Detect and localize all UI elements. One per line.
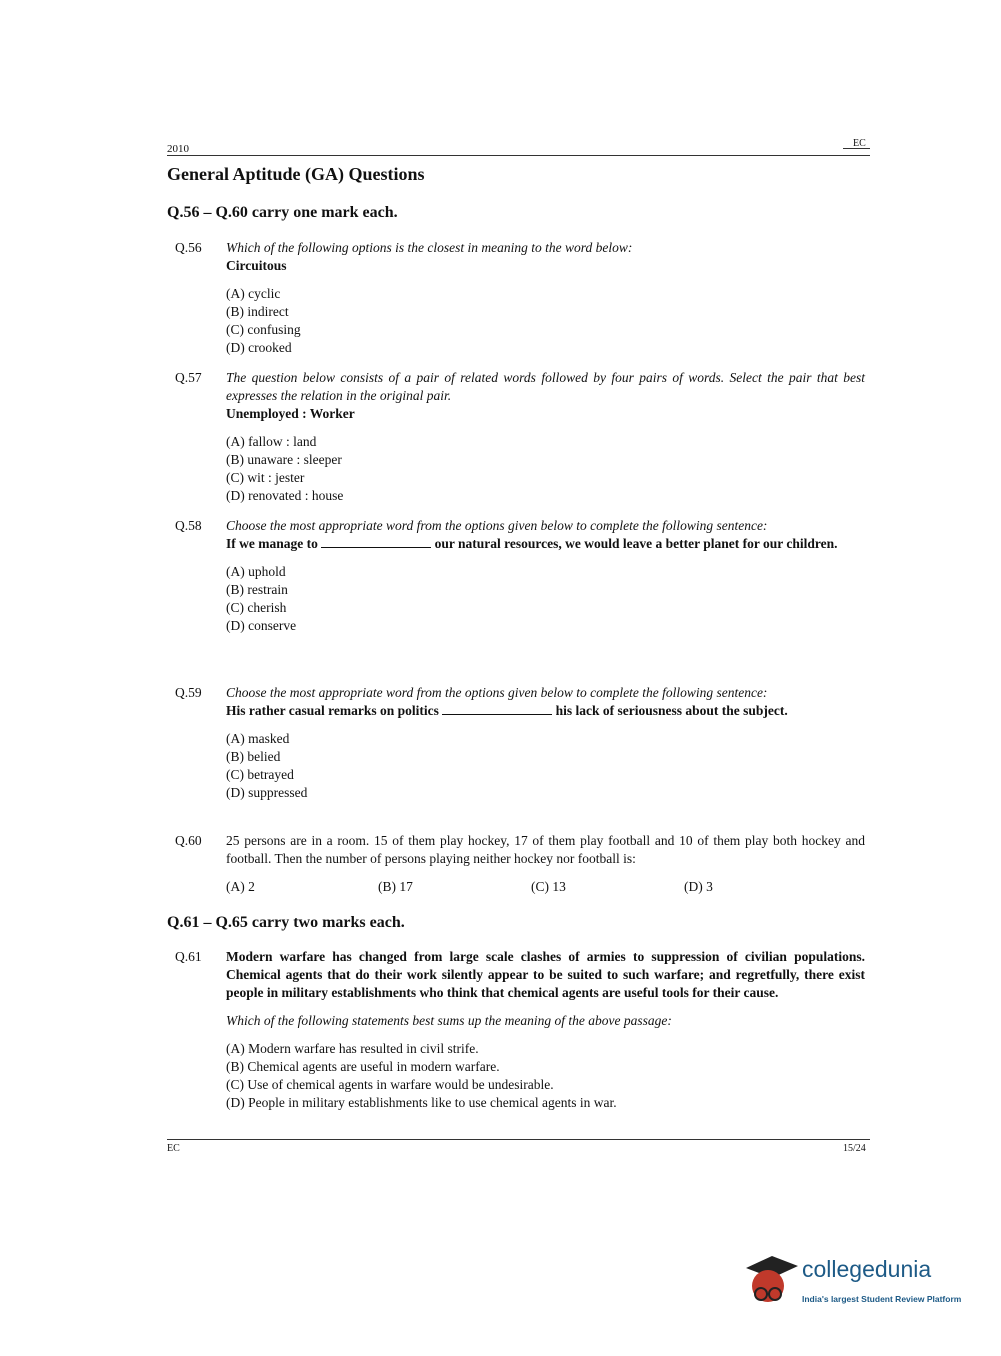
logo-name: collegedunia: [802, 1256, 932, 1282]
options-list: [226, 563, 865, 635]
question-sentence: [226, 535, 865, 553]
footer-page-number: 15/24: [843, 1143, 866, 1154]
option-a: (A) 2: [226, 879, 255, 894]
option-c: (C) cherish: [226, 600, 287, 615]
footer-code: EC: [167, 1143, 180, 1154]
header-year: 2010: [167, 143, 189, 155]
group1-title: Q.56 – Q.60 carry one mark each.: [167, 204, 398, 221]
question-term: Unemployed : Worker: [226, 406, 355, 421]
option-a: (A) fallow : land: [226, 434, 317, 449]
option-c: (C) 13: [531, 879, 566, 894]
options-list: [226, 433, 865, 505]
option-a: (A) Modern warfare has resulted in civil strife.: [226, 1041, 479, 1056]
option-b: (B) 17: [378, 879, 413, 894]
sentence-after: our natural resources, we would leave a better planet for our children.: [434, 536, 838, 551]
question-59: [175, 684, 865, 802]
question-stem: Choose the most appropriate word from the options given below to complete the following sentence:: [226, 685, 768, 700]
mascot-icon: [742, 1252, 798, 1312]
question-61: [175, 948, 865, 1112]
question-58: [175, 517, 865, 635]
option-c: (C) Use of chemical agents in warfare would be undesirable.: [226, 1077, 554, 1092]
option-d: (D) renovated : house: [226, 488, 344, 503]
options-row: [226, 878, 865, 896]
header-rule-short: [843, 148, 870, 149]
question-term: Circuitous: [226, 258, 287, 273]
header-rule: [167, 155, 870, 156]
collegedunia-logo: [742, 1252, 972, 1312]
question-passage: Modern warfare has changed from large scale clashes of armies to suppression of civilian populations. Chemical agents that do their work silently appear to be suited to such warfare; and regretfully, there exist people in military establishments who think that chemical agents are useful tools for their cause.: [226, 949, 865, 1000]
options-list: [226, 1040, 865, 1112]
question-number: Q.59: [175, 685, 202, 700]
option-b: (B) belied: [226, 749, 281, 764]
option-a: (A) uphold: [226, 564, 286, 579]
question-stem: Which of the following statements best sums up the meaning of the above passage:: [226, 1013, 672, 1028]
option-b: (B) indirect: [226, 304, 289, 319]
option-c: (C) wit : jester: [226, 470, 305, 485]
option-d: (D) 3: [684, 879, 713, 894]
footer-rule: [167, 1139, 870, 1140]
question-number: Q.60: [175, 833, 202, 848]
option-c: (C) betrayed: [226, 767, 294, 782]
option-b: (B) unaware : sleeper: [226, 452, 342, 467]
option-a: (A) cyclic: [226, 286, 281, 301]
question-stem: The question below consists of a pair of related words followed by four pairs of words. Select the pair that best expresses the relation in the original pair.: [226, 370, 865, 403]
sentence-before: His rather casual remarks on politics: [226, 703, 439, 718]
option-c: (C) confusing: [226, 322, 301, 337]
options-list: [226, 730, 865, 802]
sentence-before: If we manage to: [226, 536, 318, 551]
question-stem: 25 persons are in a room. 15 of them play hockey, 17 of them play football and 10 of them play both hockey and football. Then the number of persons playing neither hockey nor football is:: [226, 833, 865, 866]
option-d: (D) conserve: [226, 618, 297, 633]
option-b: (B) Chemical agents are useful in modern warfare.: [226, 1059, 500, 1074]
section-title: General Aptitude (GA) Questions: [167, 164, 425, 184]
answer-blank: [442, 702, 552, 715]
option-d: (D) crooked: [226, 340, 292, 355]
group2-title: Q.61 – Q.65 carry two marks each.: [167, 914, 405, 931]
option-d: (D) suppressed: [226, 785, 308, 800]
options-list: [226, 285, 865, 357]
question-60: [175, 832, 865, 896]
question-57: [175, 369, 865, 505]
option-d: (D) People in military establishments like to use chemical agents in war.: [226, 1095, 617, 1110]
answer-blank: [321, 535, 431, 548]
question-number: Q.57: [175, 370, 202, 385]
option-a: (A) masked: [226, 731, 290, 746]
question-number: Q.61: [175, 949, 202, 964]
question-number: Q.58: [175, 518, 202, 533]
header-code: EC: [853, 138, 866, 149]
question-sentence: [226, 702, 865, 720]
logo-tagline: India's largest Student Review Platform: [802, 1294, 962, 1304]
question-stem: Which of the following options is the closest in meaning to the word below:: [226, 240, 633, 255]
option-b: (B) restrain: [226, 582, 288, 597]
sentence-after: his lack of seriousness about the subject.: [555, 703, 788, 718]
question-number: Q.56: [175, 240, 202, 255]
question-stem: Choose the most appropriate word from the options given below to complete the following sentence:: [226, 518, 768, 533]
question-56: [175, 239, 865, 357]
